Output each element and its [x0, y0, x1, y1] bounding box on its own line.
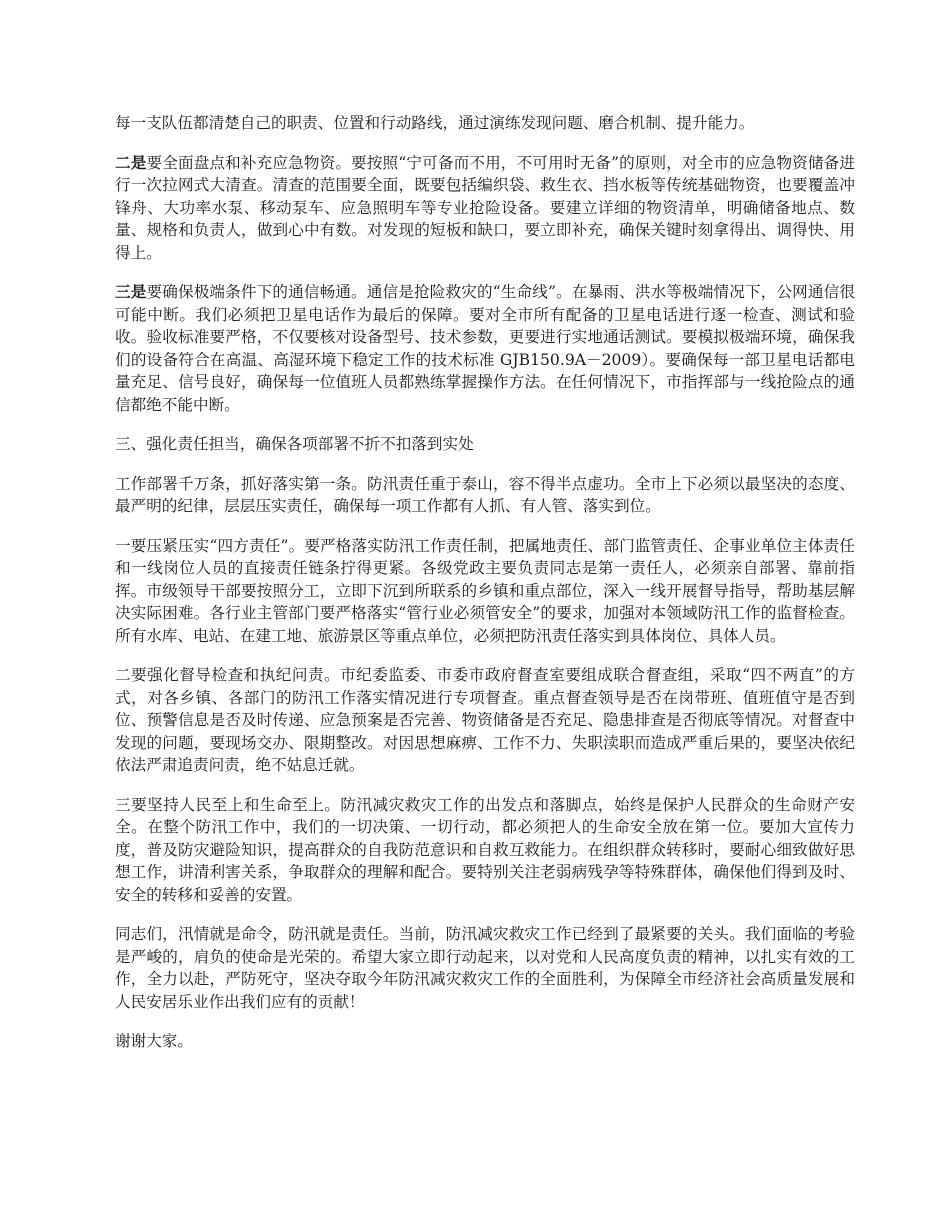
paragraph-text: 要全面盘点和补充应急物资。要按照“宁可备而不用，不可用时无备”的原则，对全市的应急物资储备进行一次拉网式大清查。清查的范围要全面，既要包括编织袋、救生衣、挡水板等传统基础物资，也要覆盖冲锋舟、大功率水泵、移动泵车、应急照明车等专业抢险设备。要建立详细的物资清单，明确储备地点、数量、规格和负责人，做到心中有数。对发现的短板和缺口，要立即补充，确保关键时刻拿得出、调得快、用得上。 — [115, 153, 855, 262]
paragraph-lead: 二是 — [115, 152, 147, 172]
closing-paragraph — [115, 1030, 855, 1053]
paragraph-text: 同志们，汛情就是命令，防汛就是责任。当前，防汛减灾救灾工作已经到了最紧要的关头。我们面临的考验是严峻的，肩负的使命是光荣的。希望大家立即行动起来，以对党和人民高度负责的精神，以扎实有效的工作，全力以赴，严防死守，坚决夺取今年防汛减灾救灾工作的全面胜利，为保障全市经济社会高质量发展和人民安居乐业作出我们应有的贡献！ — [115, 925, 855, 1011]
paragraph — [115, 794, 855, 907]
paragraph — [115, 535, 855, 648]
paragraph-text: 要确保极端条件下的通信畅通。通信是抢险救灾的“生命线”。在暴雨、洪水等极端情况下，公网通信很可能中断。我们必须把卫星电话作为最后的保障。要对全市所有配备的卫星电话进行逐一检查、测试和验收。验收标准要严格，不仅要核对设备型号、技术参数，更要进行实地通话测试。要模拟极端环境，确保我们的设备符合在高温、高湿环境下稳定工作的技术标准 GJB150.9A－2009）。要确保每一部卫星电话都电量充足、信号良好，确保每一位值班人员都熟练掌握操作方法。在任何情况下，市指挥部与一线抢险点的通信都绝不能中断。 — [115, 283, 855, 414]
paragraph-text: 每一支队伍都清楚自己的职责、位置和行动路线，通过演练发现问题、磨合机制、提升能力。 — [115, 114, 755, 132]
document-body — [115, 112, 855, 1070]
paragraph — [115, 112, 855, 135]
paragraph-lead: 三是 — [115, 282, 147, 301]
paragraph — [115, 473, 855, 518]
section-heading-text: 三、强化责任担当，确保各项部署不折不扣落到实处 — [115, 435, 474, 453]
paragraph — [115, 664, 855, 777]
paragraph-text: 三要坚持人民至上和生命至上。防汛减灾救灾工作的出发点和落脚点，始终是保护人民群众的生命财产安全。在整个防汛工作中，我们的一切决策、一切行动，都必须把人的生命安全放在第一位。要加大宣传力度，普及防灾避险知识，提高群众的自我防范意识和自救互救能力。在组织群众转移时，要耐心细致做好思想工作，讲清利害关系，争取群众的理解和配合。要特别关注老弱病残孕等特殊群体，确保他们得到及时、安全的转移和妥善的安置。 — [115, 795, 855, 904]
paragraph — [115, 923, 855, 1013]
paragraph-text: 二要强化督导检查和执纪问责。市纪委监委、市委市政府督查室要组成联合督查组，采取“四不两直”的方式，对各乡镇、各部门的防汛工作落实情况进行专项督查。重点督查领导是否在岗带班、值班值守是否到位、预警信息是否及时传递、应急预案是否完善、物资储备是否充足、隐患排查是否彻底等情况。对督查中发现的问题，要现场交办、限期整改。对因思想麻痹、工作不力、失职渎职而造成严重后果的，要坚决依纪依法严肃追责问责，绝不姑息迁就。 — [115, 666, 855, 774]
paragraph-text: 一要压紧压实“四方责任”。要严格落实防汛工作责任制，把属地责任、部门监管责任、企事业单位主体责任和一线岗位人员的直接责任链条拧得更紧。各级党政主要负责同志是第一责任人，必须亲自部署、靠前指挥。市级领导干部要按照分工，立即下沉到所联系的乡镇和重点部位，深入一线开展督导指导，帮助基层解决实际困难。各行业主管部门要严格落实“管行业必须管安全”的要求，加强对本领域防汛工作的监督检查。所有水库、电站、在建工地、旅游景区等重点单位，必须把防汛责任落实到具体岗位、具体人员。 — [115, 536, 855, 645]
paragraph — [115, 281, 855, 416]
paragraph-text: 工作部署千万条，抓好落实第一条。防汛责任重于泰山，容不得半点虚功。全市上下必须以最坚决的态度、最严明的纪律，层层压实责任，确保每一项工作都有人抓、有人管、落实到位。 — [115, 474, 855, 515]
paragraph — [115, 152, 855, 265]
section-heading — [115, 433, 855, 456]
paragraph-text: 谢谢大家。 — [115, 1032, 193, 1050]
